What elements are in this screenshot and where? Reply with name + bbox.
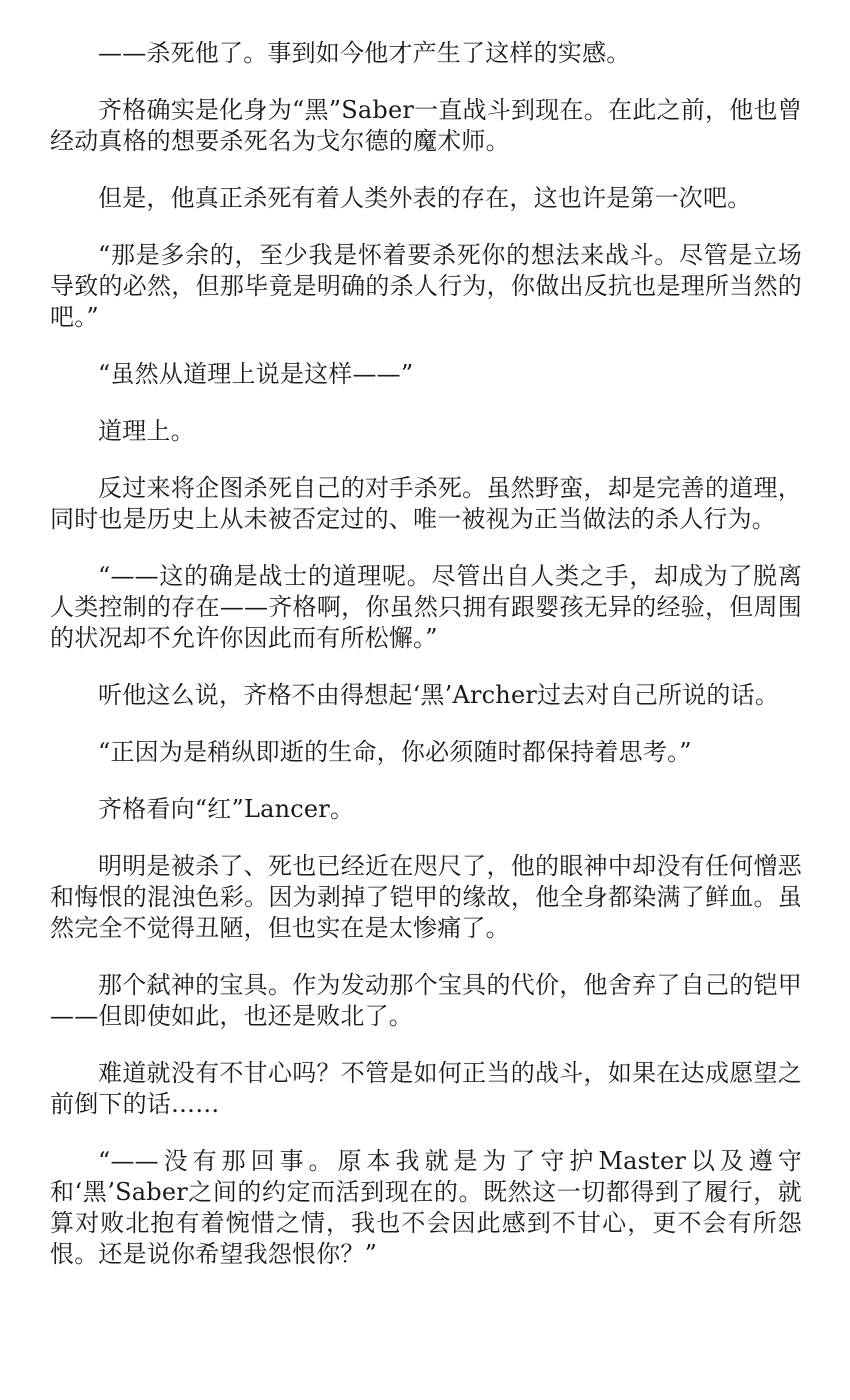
paragraph: ——杀死他了。事到如今他才产生了这样的实感。 <box>98 39 631 67</box>
paragraph: 反过来将企图杀死自己的对手杀死。虽然野蛮，却是完善的道理，同时也是历史上从未被否定过的、唯一被视为正当做法的杀人行为。 <box>50 474 802 533</box>
paragraph: “虽然从道理上说是这样——” <box>98 360 414 388</box>
paragraph: 难道就没有不甘心吗？不管是如何正当的战斗，如果在达成愿望之前倒下的话…… <box>50 1059 802 1118</box>
paragraph: 道理上。 <box>98 417 195 445</box>
paragraph: “那是多余的，至少我是怀着要杀死你的想法来战斗。尽管是立场导致的必然，但那毕竟是明确的杀人行为，你做出反抗也是理所当然的吧。” <box>50 241 802 331</box>
paragraph: 齐格看向“红”Lancer。 <box>98 795 355 823</box>
paragraph: 明明是被杀了、死也已经近在咫尺了，他的眼神中却没有任何憎恶和悔恨的混浊色彩。因为剥掉了铠甲的缘故，他全身都染满了鲜血。虽然完全不觉得丑陋，但也实在是太惨痛了。 <box>50 852 802 942</box>
paragraph: 听他这么说，齐格不由得想起‘黑’Archer过去对自己所说的话。 <box>98 681 780 709</box>
page-text <box>50 38 802 1296</box>
paragraph: 齐格确实是化身为“黑”Saber一直战斗到现在。在此之前，他也曾经动真格的想要杀死名为戈尔德的魔术师。 <box>50 96 802 155</box>
paragraph: 那个弑神的宝具。作为发动那个宝具的代价，他舍弃了自己的铠甲——但即使如此，也还是败北了。 <box>50 971 802 1030</box>
paragraph: “——没有那回事。原本我就是为了守护Master以及遵守和‘黑’Saber之间的约定而活到现在的。既然这一切都得到了履行，就算对败北抱有着惋惜之情，我也不会因此感到不甘心，更不会有所怨恨。还是说你希望我怨恨你？” <box>50 1147 802 1268</box>
paragraph: “——这的确是战士的道理呢。尽管出自人类之手，却成为了脱离人类控制的存在——齐格啊，你虽然只拥有跟婴孩无异的经验，但周围的状况却不允许你因此而有所松懈。” <box>50 562 802 652</box>
paragraph: 但是，他真正杀死有着人类外表的存在，这也许是第一次吧。 <box>98 184 752 212</box>
paragraph: “正因为是稍纵即逝的生命，你必须随时都保持着思考。” <box>98 738 692 766</box>
